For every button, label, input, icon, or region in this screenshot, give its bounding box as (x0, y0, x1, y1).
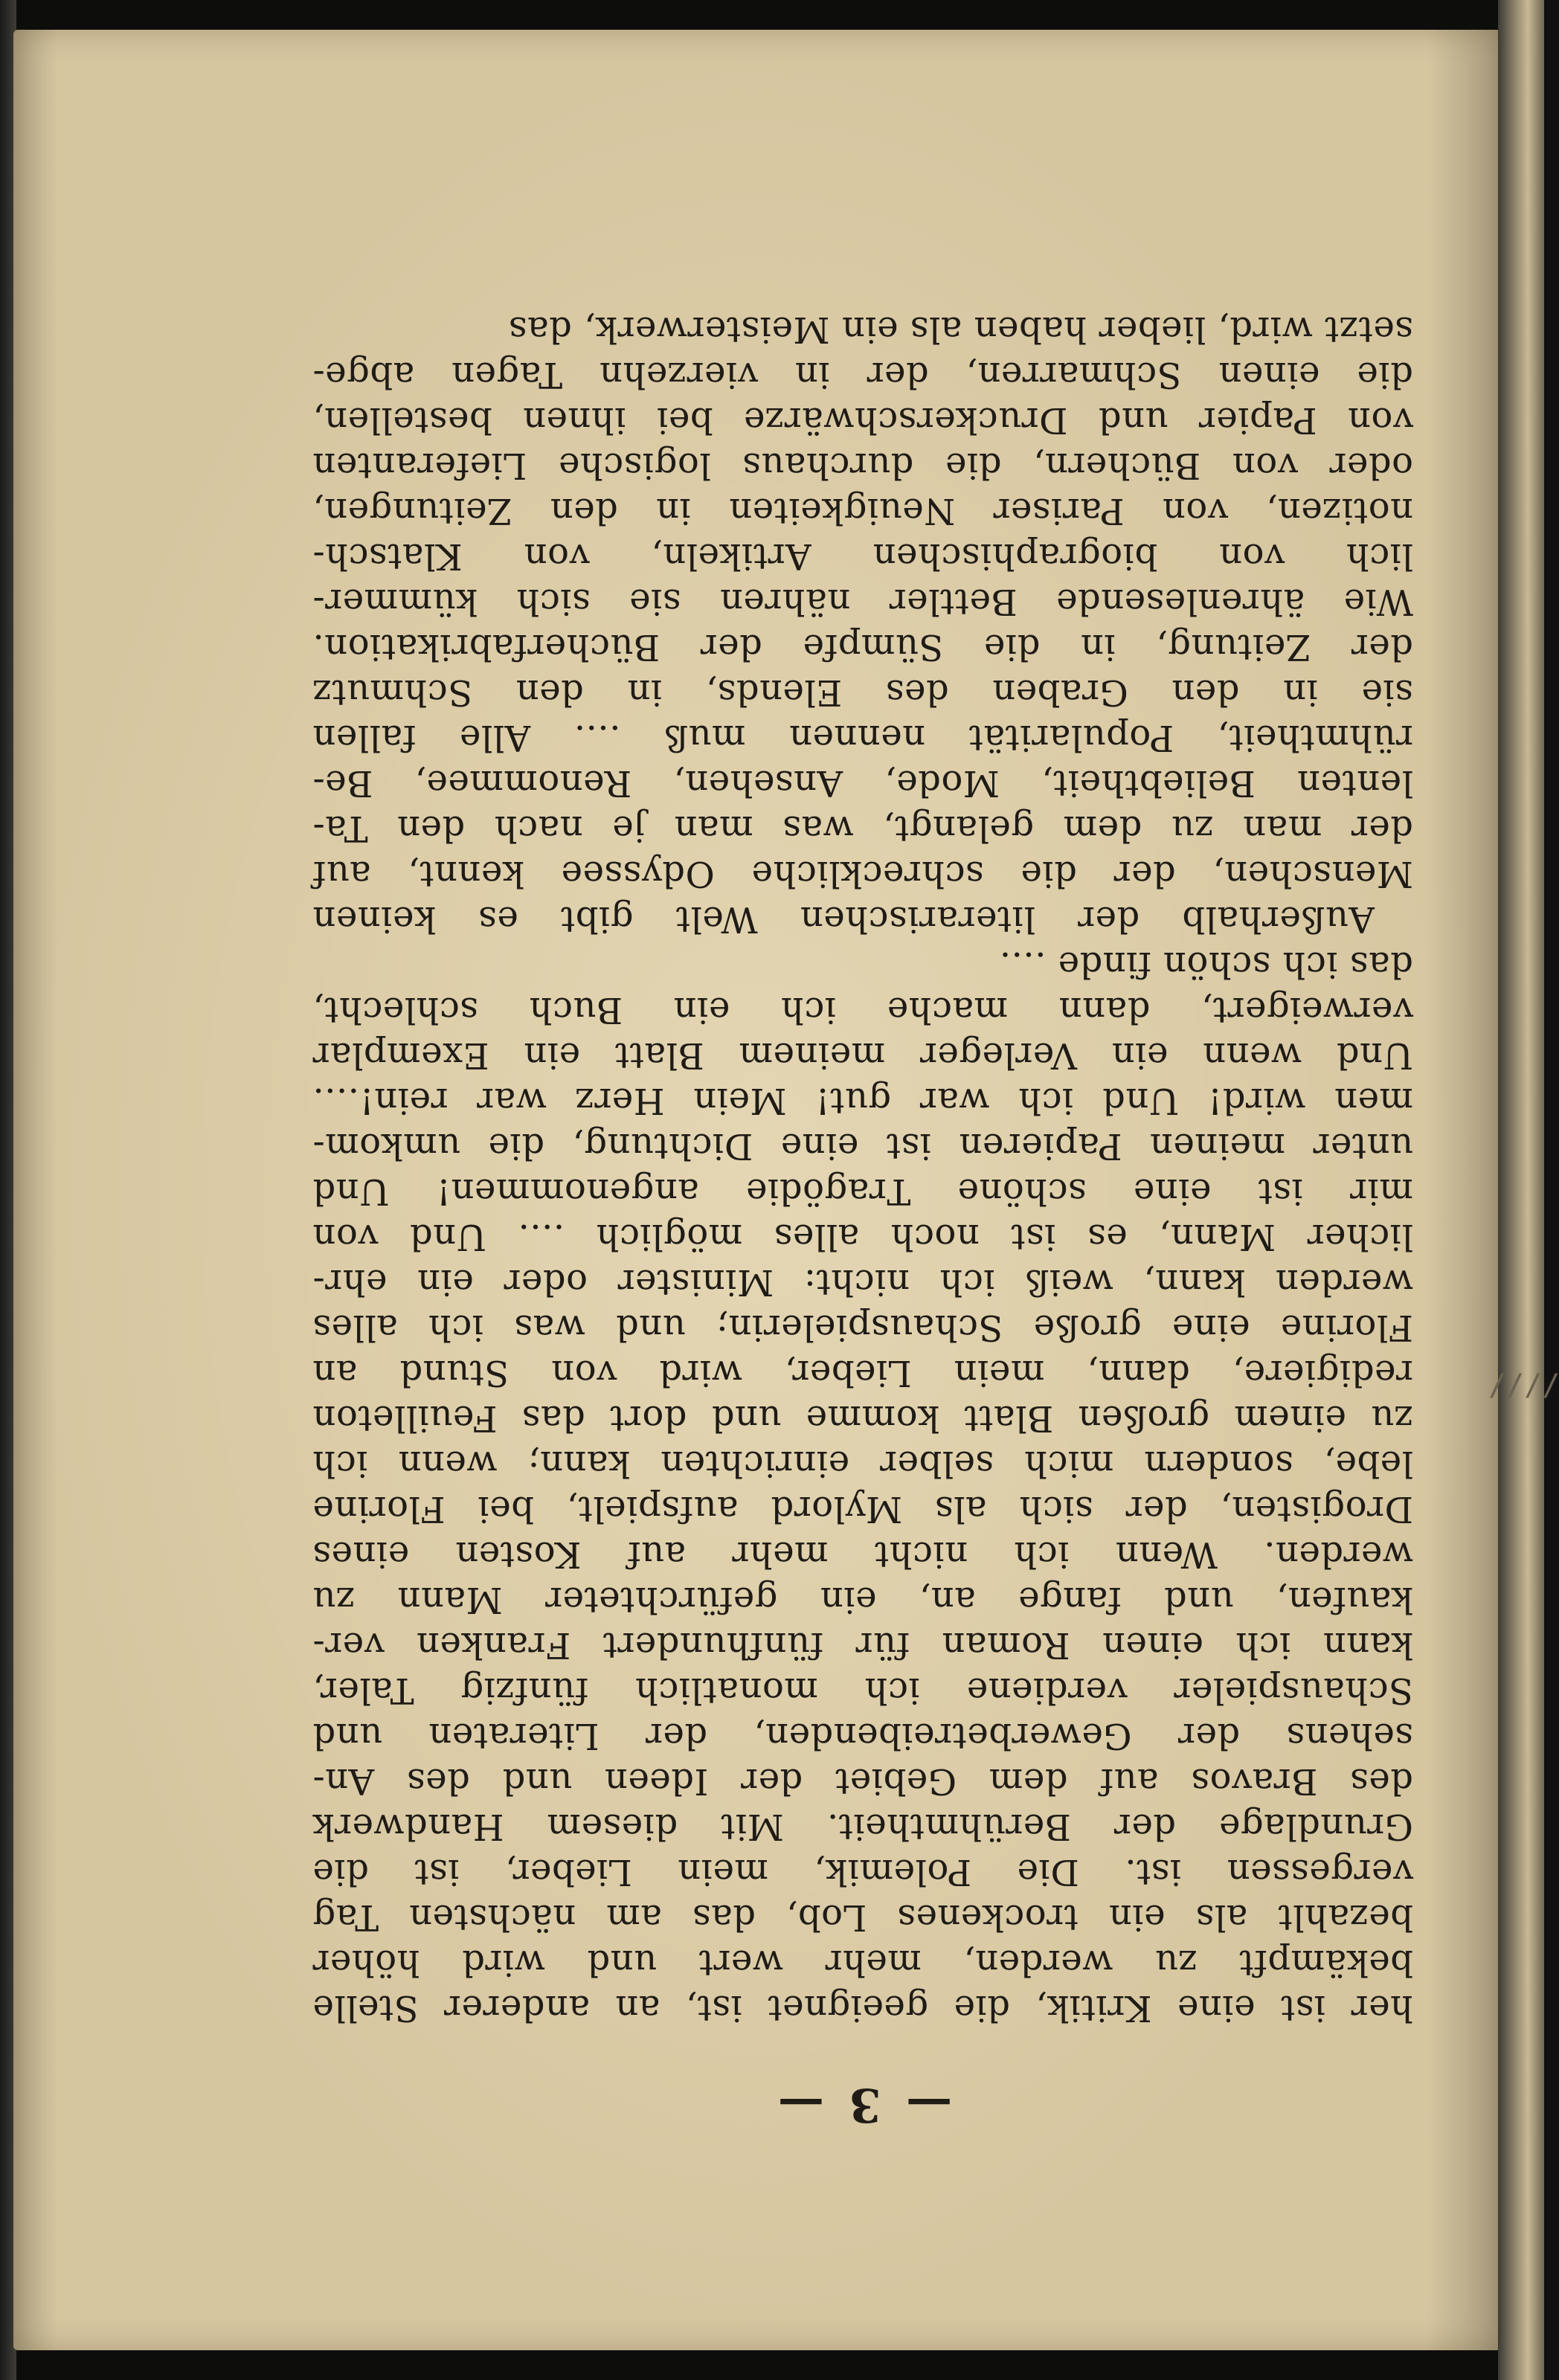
text-line: Menschen, der die schreckliche Odyssee kennt, auf (312, 853, 1413, 895)
text-line: Und wenn ein Verleger meinem Blatt ein Exemplar (312, 1035, 1413, 1076)
text-line: sehens der Gewerbetreibenden, der Literaten und (312, 1715, 1413, 1757)
book-spine (1498, 0, 1544, 2380)
text-body (312, 306, 1413, 2030)
text-line: lich von biographischen Artikeln, von Klatsch- (312, 536, 1413, 577)
text-line: des Bravos auf dem Gebiet der Ideen und des An- (312, 1760, 1413, 1802)
text-line: notizen, von Pariser Neuigkeiten in den Zeitungen, (312, 490, 1413, 532)
text-line: Schauspieler verdiene ich monatlich fünfzig Taler, (312, 1670, 1413, 1711)
text-line: mir ist eine schöne Tragödie angenommen! Und (312, 1171, 1413, 1212)
text-line: men wird! Und ich war gut! Mein Herz war rein!.... (312, 1080, 1413, 1122)
text-line: redigiere, dann, mein Lieber, wird von Stund an (312, 1352, 1413, 1394)
text-line: bezahlt als ein trockenes Lob, das am nächsten Tag (312, 1897, 1413, 1938)
page-number: — 3 — (773, 2078, 953, 2132)
text-line: werden. Wenn ich nicht mehr auf Kosten eines (312, 1534, 1413, 1575)
text-line: licher Mann, es ist noch alles möglich .... Und von (312, 1216, 1413, 1258)
text-line: Außerhalb der literarischen Welt gibt es keinen (312, 898, 1375, 940)
text-line: der Zeitung, in die Sümpfe der Bücherfabrikation. (312, 626, 1413, 668)
text-line: Wie ährenlesende Bettler nähren sie sich kümmer- (312, 581, 1413, 623)
text-line: der man zu dem gelangt, was man je nach den Ta- (312, 808, 1413, 849)
text-line: die einen Schmarren, der in vierzehn Tagen abge- (312, 354, 1413, 396)
text-line: werden kann, weiß ich nicht: Minister oder ein ehr- (312, 1261, 1413, 1303)
page-content-rotated (312, 245, 1413, 2135)
text-line: setzt wird, lieber haben als ein Meisterwerk, das (508, 309, 1413, 350)
text-line: her ist eine Kritik, die geeignet ist, an anderer Stelle (312, 1987, 1413, 2029)
text-line: verweigert, dann mache ich ein Buch schlecht, (312, 989, 1413, 1031)
text-line: Drogisten, der sich als Mylord aufspielt, bei Florine (312, 1488, 1413, 1530)
text-line: vergessen ist. Die Polemik, mein Lieber, ist die (312, 1851, 1413, 1893)
margin-pencil-mark: //// (1488, 1368, 1559, 1403)
text-line: von Papier und Druckerschwärze bei ihnen bestellen, (312, 399, 1413, 441)
text-line: das ich schön finde .... (999, 944, 1413, 985)
text-line: kaufen, und fange an, ein gefürchteter Mann zu (312, 1579, 1413, 1621)
text-line: rühmtheit, Popularität nennen muß .... Alle fallen (312, 717, 1413, 759)
text-line: unter meinen Papieren ist eine Dichtung, die umkom- (312, 1125, 1413, 1167)
text-line: bekämpft zu werden, mehr wert und wird höher (312, 1942, 1413, 1984)
text-line: oder von Büchern, die durchaus logische Lieferanten (312, 445, 1413, 486)
text-line: Florine eine große Schauspielerin; und was ich alles (312, 1307, 1413, 1348)
text-line: kann ich einen Roman für fünfhundert Franken ver- (312, 1624, 1413, 1666)
text-line: sie in den Graben des Elends, in den Schmutz (312, 672, 1413, 713)
text-line: Grundlage der Berühmtheit. Mit diesem Handwerk (312, 1806, 1413, 1847)
text-line: lenten Beliebtheit, Mode, Ansehen, Renommee, Be- (312, 762, 1413, 804)
text-line: lebe, sondern mich selber einrichten kann; wenn ich (312, 1443, 1413, 1485)
text-line: zu einem großen Blatt komme und dort das Feuilleton (312, 1398, 1413, 1439)
